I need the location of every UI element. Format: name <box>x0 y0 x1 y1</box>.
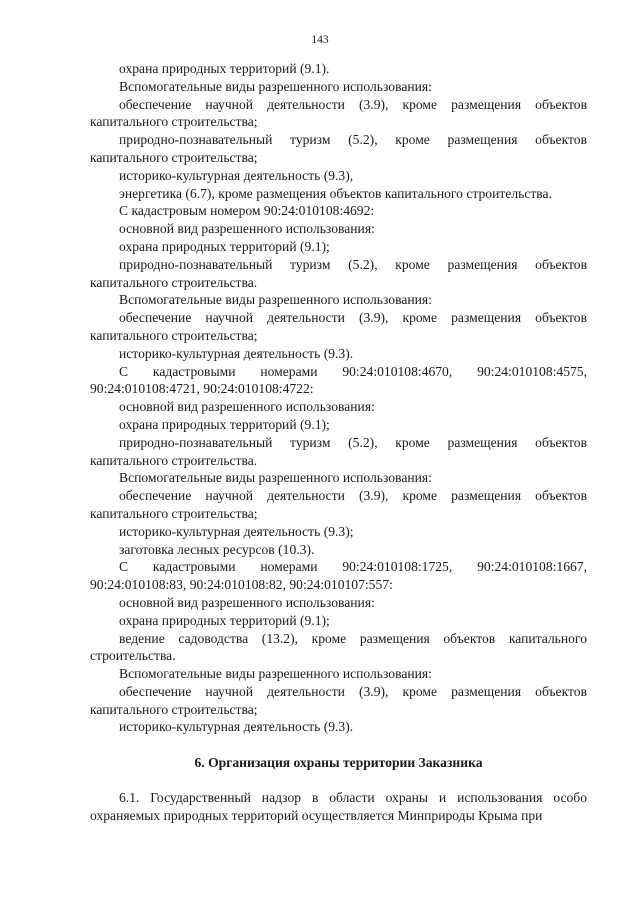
paragraph: охрана природных территорий (9.1). <box>119 61 330 76</box>
paragraph: обеспечение научной деятельности (3.9), кроме размещения объектов капитального строительства; <box>90 310 587 343</box>
paragraph: энергетика (6.7), кроме размещения объектов капитального строительства. <box>119 185 552 201</box>
paragraph: охрана природных территорий (9.1); <box>119 238 330 254</box>
paragraph: ведение садоводства (13.2), кроме размещения объектов капитального строительства. <box>90 630 587 664</box>
paragraph: Вспомогательные виды разрешенного использования: <box>119 78 432 94</box>
document-body <box>90 60 587 825</box>
paragraph: основной вид разрешенного использования: <box>119 594 375 610</box>
paragraph: заготовка лесных ресурсов (10.3). <box>119 541 315 557</box>
paragraph: историко-культурная деятельность (9.3), <box>119 167 354 183</box>
paragraph: основной вид разрешенного использования: <box>119 221 375 237</box>
paragraph: обеспечение научной деятельности (3.9), кроме размещения объектов капитального строительства; <box>90 488 587 521</box>
paragraph: Вспомогательные виды разрешенного использования: <box>119 470 432 486</box>
paragraph: Вспомогательные виды разрешенного использования: <box>119 292 432 308</box>
paragraph: охрана природных территорий (9.1); <box>119 612 330 628</box>
paragraph: историко-культурная деятельность (9.3); <box>119 523 354 539</box>
paragraph: обеспечение научной деятельности (3.9), кроме размещения объектов капитального строительства; <box>90 683 587 717</box>
paragraph: историко-культурная деятельность (9.3). <box>119 345 354 361</box>
paragraph: основной вид разрешенного использования: <box>119 399 375 415</box>
spacer <box>90 772 587 789</box>
paragraph: историко-культурная деятельность (9.3). <box>119 719 354 735</box>
paragraph: С кадастровым номером 90:24:010108:4692: <box>119 203 375 219</box>
paragraph: Вспомогательные виды разрешенного использования: <box>119 666 432 682</box>
paragraph: С кадастровыми номерами 90:24:010108:4670, 90:24:010108:4575, 90:24:010108:4721, 90:24:010108:4722: <box>90 363 587 397</box>
paragraph: обеспечение научной деятельности (3.9), кроме размещения объектов капитального строительства; <box>90 96 587 130</box>
page-number: 143 <box>311 34 329 46</box>
paragraph: 6.1. Государственный надзор в области охраны и использования особо охраняемых природных территорий осуществляется Минприроды Крыма при <box>90 790 587 824</box>
paragraph: природно-познавательный туризм (5.2), кроме размещения объектов капитального строительства; <box>90 132 587 165</box>
paragraph: природно-познавательный туризм (5.2), кроме размещения объектов капитального строительства. <box>90 434 587 468</box>
paragraph: природно-познавательный туризм (5.2), кроме размещения объектов капитального строительства. <box>90 256 587 290</box>
paragraph: охрана природных территорий (9.1); <box>119 416 330 432</box>
section-heading: 6. Организация охраны территории Заказника <box>194 755 483 771</box>
paragraph: С кадастровыми номерами 90:24:010108:1725, 90:24:010108:1667, 90:24:010108:83, 90:24:010108:82, 90:24:010107:557: <box>90 559 587 593</box>
